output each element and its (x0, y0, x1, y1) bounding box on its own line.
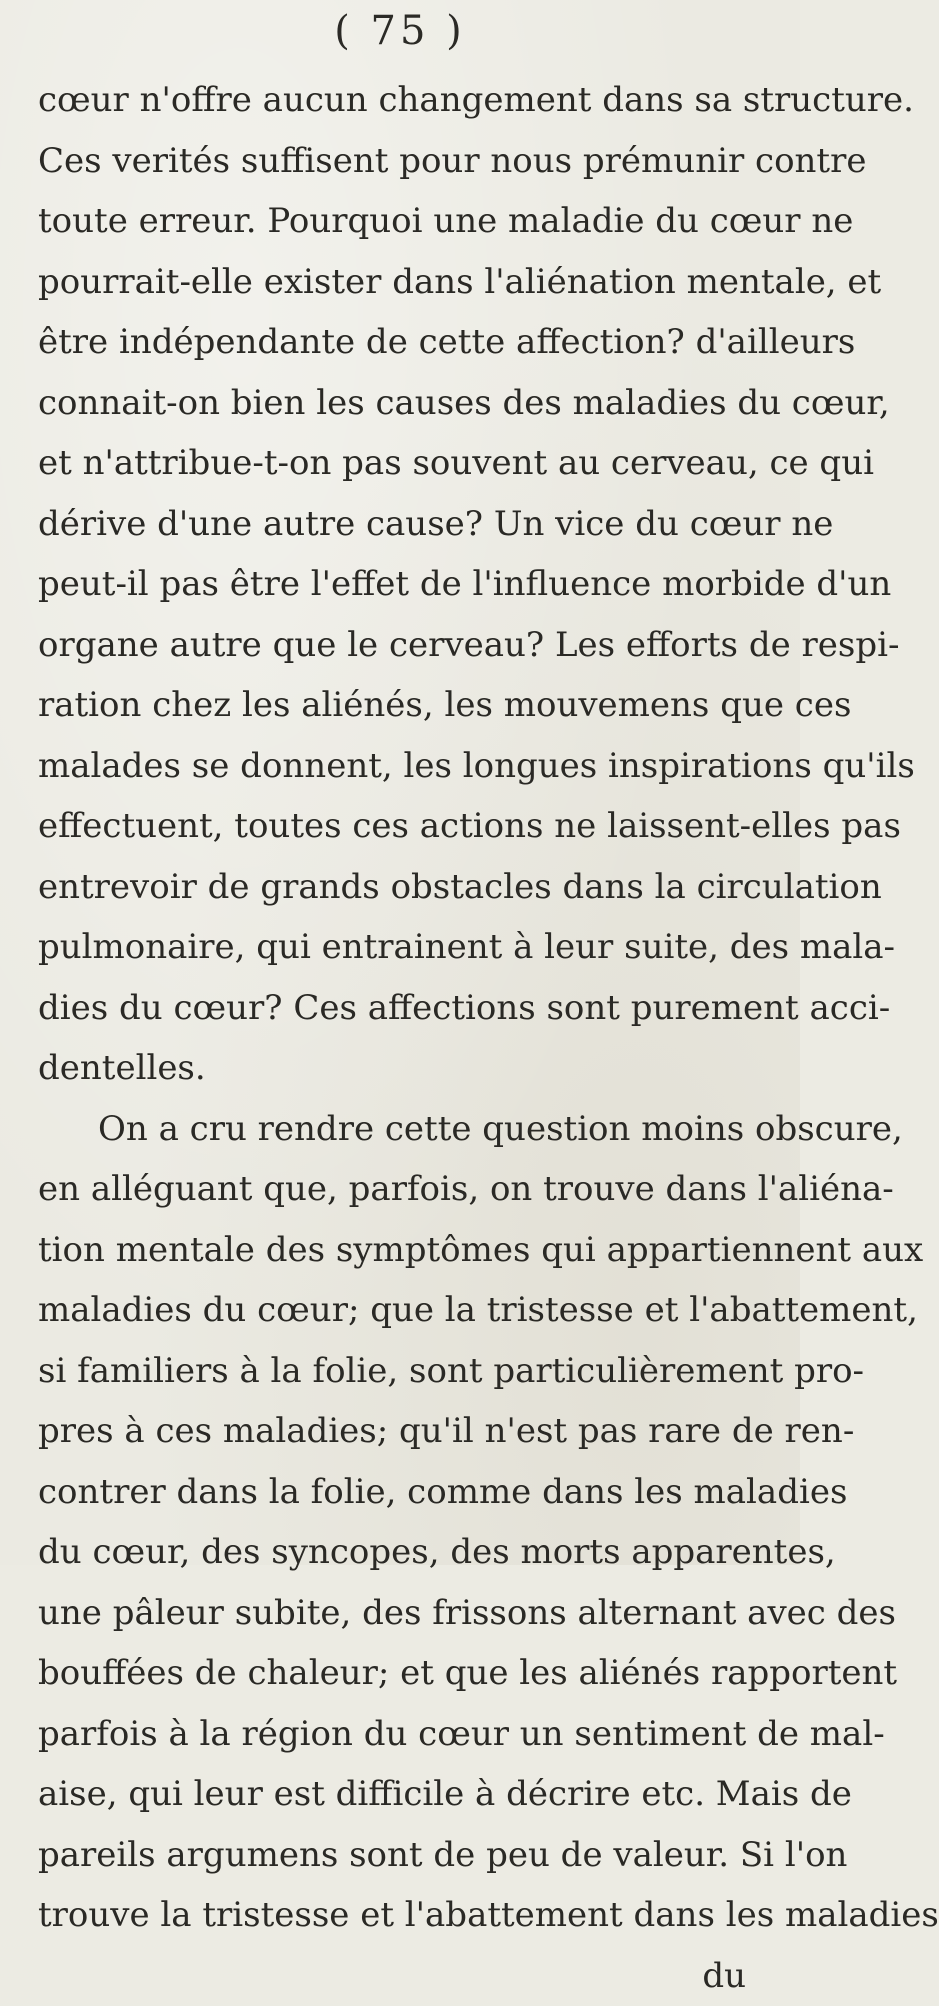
text-line: et n'attribue-t-on pas souvent au cerveau, ce qui (38, 433, 772, 494)
text-line: tion mentale des symptômes qui appartiennent aux (38, 1220, 772, 1281)
text-line: entrevoir de grands obstacles dans la circulation (38, 857, 772, 918)
text-line: une pâleur subite, des frissons alternant avec des (38, 1583, 772, 1644)
text-line: en alléguant que, parfois, on trouve dans l'aliéna- (38, 1159, 772, 1220)
text-line: organe autre que le cerveau? Les efforts de respi- (38, 615, 772, 676)
paragraph-start-line: On a cru rendre cette question moins obscure, (38, 1099, 772, 1160)
catchword: du (38, 1946, 772, 2006)
text-line: parfois à la région du cœur un sentiment de mal- (38, 1704, 772, 1765)
body-text (38, 70, 772, 2006)
text-line: du cœur, des syncopes, des morts apparentes, (38, 1522, 772, 1583)
text-line: cœur n'offre aucun changement dans sa structure. (38, 70, 772, 131)
text-line: trouve la tristesse et l'abattement dans les maladies (38, 1885, 772, 1946)
text-line: si familiers à la folie, sont particulièrement pro- (38, 1341, 772, 1402)
text-line: peut-il pas être l'effet de l'influence morbide d'un (38, 554, 772, 615)
text-line: bouffées de chaleur; et que les aliénés rapportent (38, 1643, 772, 1704)
text-line: pres à ces maladies; qu'il n'est pas rare de ren- (38, 1401, 772, 1462)
text-line: contrer dans la folie, comme dans les maladies (38, 1462, 772, 1523)
text-line: effectuent, toutes ces actions ne laissent-elles pas (38, 796, 772, 857)
text-line: aise, qui leur est difficile à décrire etc. Mais de (38, 1764, 772, 1825)
text-line: toute erreur. Pourquoi une maladie du cœur ne (38, 191, 772, 252)
text-line: pareils argumens sont de peu de valeur. Si l'on (38, 1825, 772, 1886)
page-number: ( 75 ) (0, 8, 800, 54)
text-line: dérive d'une autre cause? Un vice du cœur ne (38, 494, 772, 555)
text-line: malades se donnent, les longues inspirations qu'ils (38, 736, 772, 797)
text-line: ration chez les aliénés, les mouvemens que ces (38, 675, 772, 736)
text-line: dentelles. (38, 1038, 772, 1099)
text-line: Ces verités suffisent pour nous prémunir contre (38, 131, 772, 192)
text-line: pourrait-elle exister dans l'aliénation mentale, et (38, 252, 772, 313)
text-line: maladies du cœur; que la tristesse et l'abattement, (38, 1280, 772, 1341)
text-line: connait-on bien les causes des maladies du cœur, (38, 373, 772, 434)
text-line: être indépendante de cette affection? d'ailleurs (38, 312, 772, 373)
text-line: pulmonaire, qui entrainent à leur suite, des mala- (38, 917, 772, 978)
text-line: dies du cœur? Ces affections sont purement acci- (38, 978, 772, 1039)
